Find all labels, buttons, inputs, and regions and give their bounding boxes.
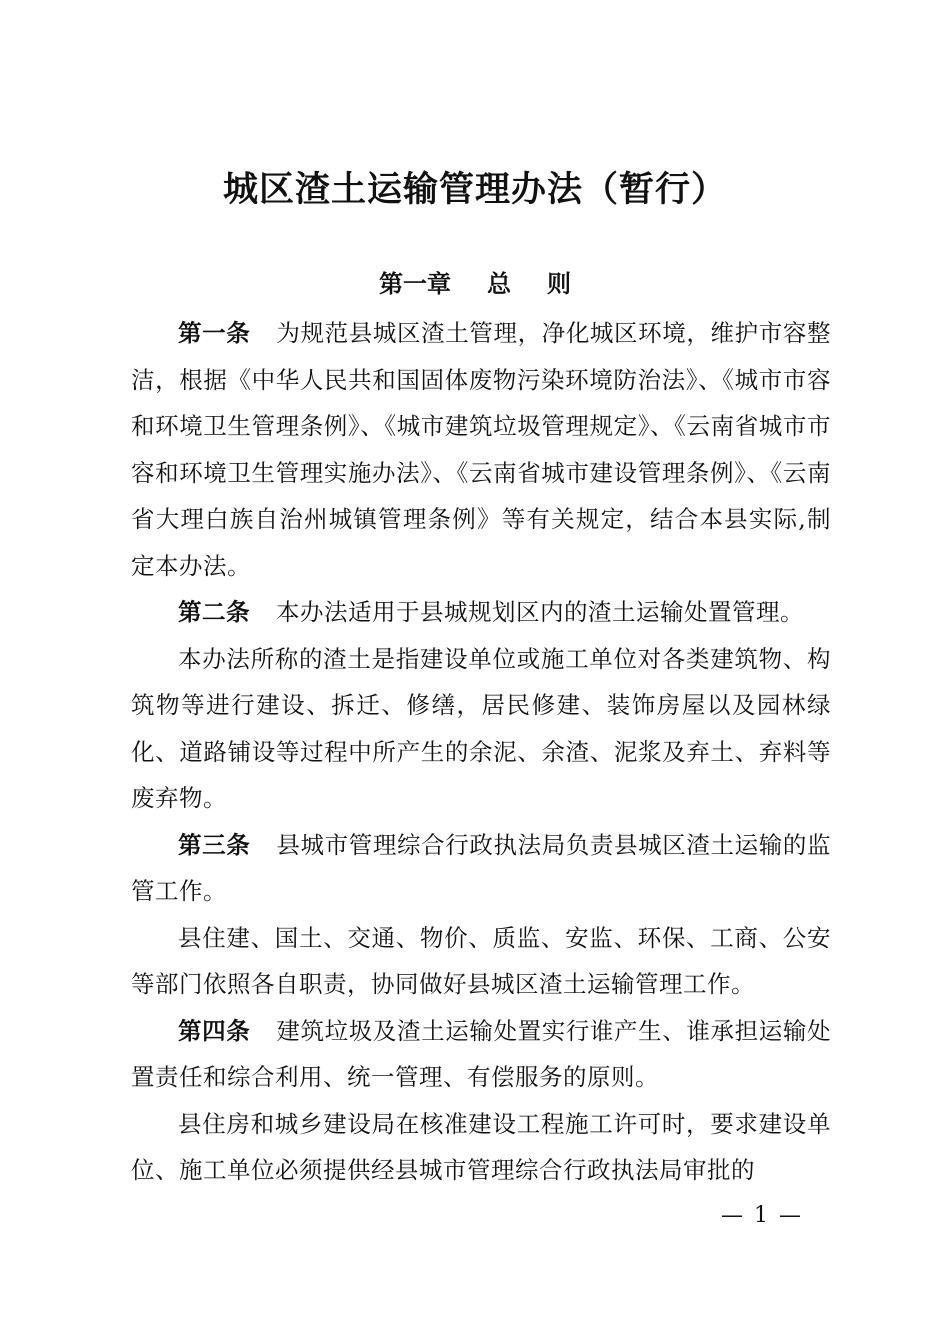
article-4-continuation-text: 县住房和城乡建设局在核准建设工程施工许可时，要求建设单位、施工单位必须提供经县城市管理综合行政执法局审批的 (131, 1109, 831, 1184)
chapter-heading (0, 262, 950, 306)
article-3-continuation-text: 县住建、国土、交通、物价、质监、安监、环保、工商、公安等部门依照各自职责，协同做好县城区渣土运输管理工作。 (131, 923, 831, 998)
page-number: — 1 — (721, 1203, 803, 1228)
article-4-continuation-paragraph (131, 1101, 831, 1194)
article-4-label: 第四条 (178, 1016, 251, 1045)
article-2-label: 第二条 (178, 598, 250, 626)
article-4-paragraph (131, 1008, 831, 1101)
chapter-name-part1: 总 (487, 269, 511, 298)
document-body (131, 310, 831, 1194)
article-1-paragraph (131, 310, 831, 589)
article-3-paragraph (131, 822, 831, 915)
article-2-paragraph (131, 589, 831, 636)
article-3-text: 县城市管理综合行政执法局负责县城区渣土运输的监管工作。 (131, 830, 832, 905)
article-3-label: 第三条 (178, 830, 251, 859)
article-2-continuation-text: 本办法所称的渣土是指建设单位或施工单位对各类建筑物、构筑物等进行建设、拆迁、修缮，居民修建、装饰房屋以及园林绿化、道路铺设等过程中所产生的余泥、余渣、泥浆及弃土、弃料等废弃物。 (131, 644, 831, 812)
article-1-text: 为规范县城区渣土管理，净化城区环境，维护市容整洁，根据《中华人民共和国固体废物污染环境防治法》、《城市市容和环境卫生管理条例》、《城市建筑垃圾管理规定》、《云南省城市市容和环境卫生管理实施办法》、《云南省城市建设管理条例》、《云南省大理白族自治州城镇管理条例》等有关规定，结合本县实际,制定本办法。 (131, 319, 832, 580)
article-1-label: 第一条 (178, 319, 251, 347)
chapter-number: 第一章 (379, 269, 451, 298)
article-2-continuation-paragraph (131, 636, 831, 822)
article-3-continuation-paragraph (131, 915, 831, 1008)
article-4-text: 建筑垃圾及渣土运输处置实行谁产生、谁承担运输处置责任和综合利用、统一管理、有偿服务的原则。 (131, 1016, 832, 1091)
article-2-text: 本办法适用于县城规划区内的渣土运输处置管理。 (276, 598, 804, 626)
chapter-name-part2: 则 (547, 269, 571, 298)
document-title: 城区渣土运输管理办法（暂行） (222, 169, 727, 210)
